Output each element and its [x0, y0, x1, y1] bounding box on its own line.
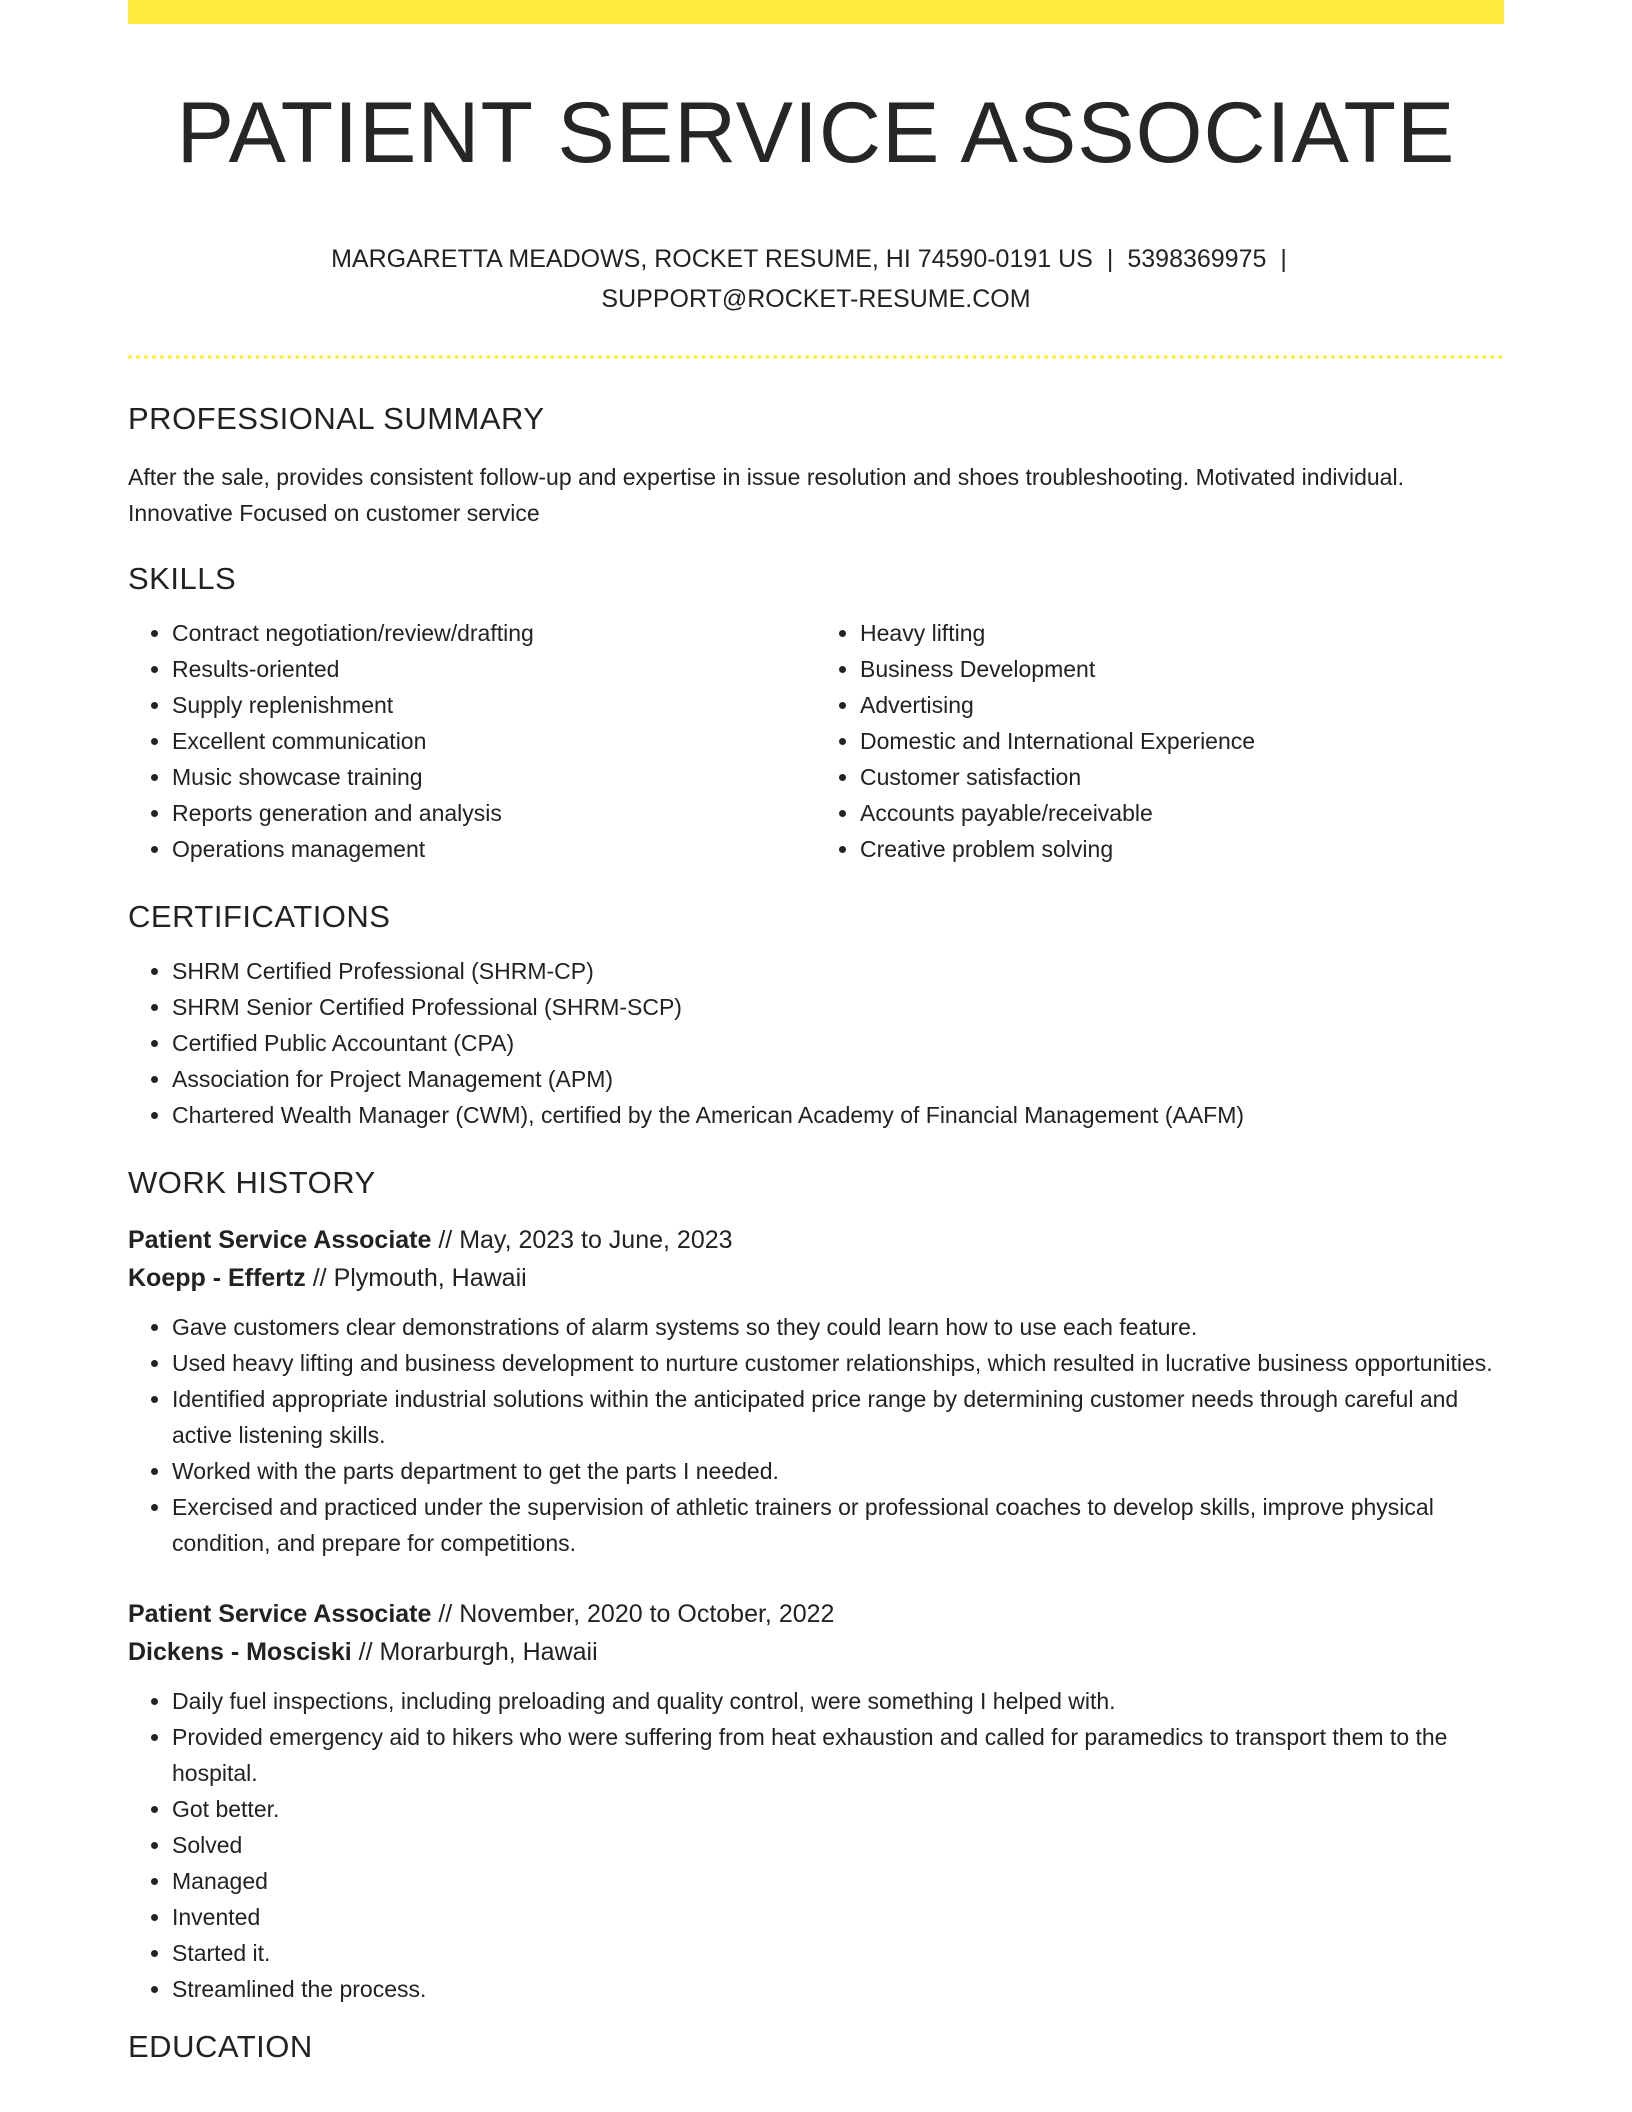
- job-company-line: [128, 1633, 1504, 1671]
- education-heading: EDUCATION: [128, 2028, 313, 2064]
- list-item: • Results-oriented: [172, 651, 816, 687]
- contact-info: [128, 239, 1504, 319]
- list-item: • Worked with the parts department to get the parts I needed.: [172, 1453, 1504, 1489]
- contact-separator: |: [1106, 244, 1114, 273]
- skills-left-list: [128, 615, 816, 867]
- list-item: • Contract negotiation/review/drafting: [172, 615, 816, 651]
- job-role: Patient Service Associate: [128, 1599, 432, 1628]
- list-item: • Domestic and International Experience: [860, 723, 1504, 759]
- list-item: • Invented: [172, 1899, 1504, 1935]
- contact-address: MARGARETTA MEADOWS, ROCKET RESUME, HI 74590-0191 US: [331, 244, 1093, 273]
- list-item: • Solved: [172, 1827, 1504, 1863]
- list-item: • Daily fuel inspections, including preloading and quality control, were something I helped with.: [172, 1683, 1504, 1719]
- list-item: • Managed: [172, 1863, 1504, 1899]
- job-dates: // May, 2023 to June, 2023: [431, 1225, 733, 1254]
- job-company-line: [128, 1259, 1504, 1297]
- list-item: • Association for Project Management (APM): [172, 1061, 1504, 1097]
- job-bullets: [128, 1309, 1504, 1561]
- list-item: • Music showcase training: [172, 759, 816, 795]
- job-role-line: [128, 1595, 1504, 1633]
- accent-top-bar: [128, 0, 1504, 24]
- skills-right-list: [816, 615, 1504, 867]
- skills-columns: [128, 615, 1504, 867]
- job-role: Patient Service Associate: [128, 1225, 432, 1254]
- certifications-heading: CERTIFICATIONS: [128, 898, 391, 934]
- list-item: • Accounts payable/receivable: [860, 795, 1504, 831]
- list-item: • Certified Public Accountant (CPA): [172, 1025, 1504, 1061]
- list-item: • Got better.: [172, 1791, 1504, 1827]
- list-item: • Creative problem solving: [860, 831, 1504, 867]
- job-location: // Morarburgh, Hawaii: [351, 1637, 598, 1666]
- list-item: • Started it.: [172, 1935, 1504, 1971]
- summary-heading: PROFESSIONAL SUMMARY: [128, 400, 545, 436]
- job-bullets: [128, 1683, 1504, 2007]
- list-item: • SHRM Certified Professional (SHRM-CP): [172, 953, 1504, 989]
- list-item: • Supply replenishment: [172, 687, 816, 723]
- contact-line-2: [128, 279, 1504, 319]
- work-history-heading: WORK HISTORY: [128, 1164, 376, 1200]
- contact-separator: |: [1280, 244, 1287, 273]
- job-location: // Plymouth, Hawaii: [305, 1263, 527, 1292]
- job-entry: [128, 1595, 1504, 2007]
- job-company: Koepp - Effertz: [128, 1263, 306, 1292]
- dotted-divider: [128, 355, 1504, 359]
- list-item: • Customer satisfaction: [860, 759, 1504, 795]
- job-dates: // November, 2020 to October, 2022: [431, 1599, 835, 1628]
- contact-phone: 5398369975: [1127, 244, 1267, 273]
- contact-email[interactable]: SUPPORT@ROCKET-RESUME.COM: [601, 284, 1031, 313]
- job-entry: [128, 1221, 1504, 1561]
- list-item: • Operations management: [172, 831, 816, 867]
- list-item: • Heavy lifting: [860, 615, 1504, 651]
- list-item: • Chartered Wealth Manager (CWM), certified by the American Academy of Financial Management (AAFM): [172, 1097, 1504, 1133]
- skills-heading: SKILLS: [128, 560, 237, 596]
- list-item: • Advertising: [860, 687, 1504, 723]
- summary-text: After the sale, provides consistent follow-up and expertise in issue resolution and shoes troubleshooting. Motivated individual. Innovative Focused on customer service: [128, 463, 1404, 526]
- list-item: • Business Development: [860, 651, 1504, 687]
- list-item: • Reports generation and analysis: [172, 795, 816, 831]
- resume-page: [128, 0, 1504, 2065]
- list-item: • Gave customers clear demonstrations of alarm systems so they could learn how to use each feature.: [172, 1309, 1504, 1345]
- job-company: Dickens - Mosciski: [128, 1637, 352, 1666]
- list-item: • Used heavy lifting and business development to nurture customer relationships, which resulted in lucrative business opportunities.: [172, 1345, 1504, 1381]
- list-item: • Streamlined the process.: [172, 1971, 1504, 2007]
- list-item: • Excellent communication: [172, 723, 816, 759]
- list-item: • Identified appropriate industrial solutions within the anticipated price range by determining customer needs through careful and active listening skills.: [172, 1381, 1504, 1453]
- list-item: • Exercised and practiced under the supervision of athletic trainers or professional coaches to develop skills, improve physical condition, and prepare for competitions.: [172, 1489, 1504, 1561]
- list-item: • Provided emergency aid to hikers who were suffering from heat exhaustion and called for paramedics to transport them to the hospital.: [172, 1719, 1504, 1791]
- page-title: PATIENT SERVICE ASSOCIATE: [176, 85, 1456, 181]
- job-role-line: [128, 1221, 1504, 1259]
- list-item: • SHRM Senior Certified Professional (SHRM-SCP): [172, 989, 1504, 1025]
- certifications-list: [128, 953, 1504, 1133]
- contact-line-1: [128, 239, 1504, 279]
